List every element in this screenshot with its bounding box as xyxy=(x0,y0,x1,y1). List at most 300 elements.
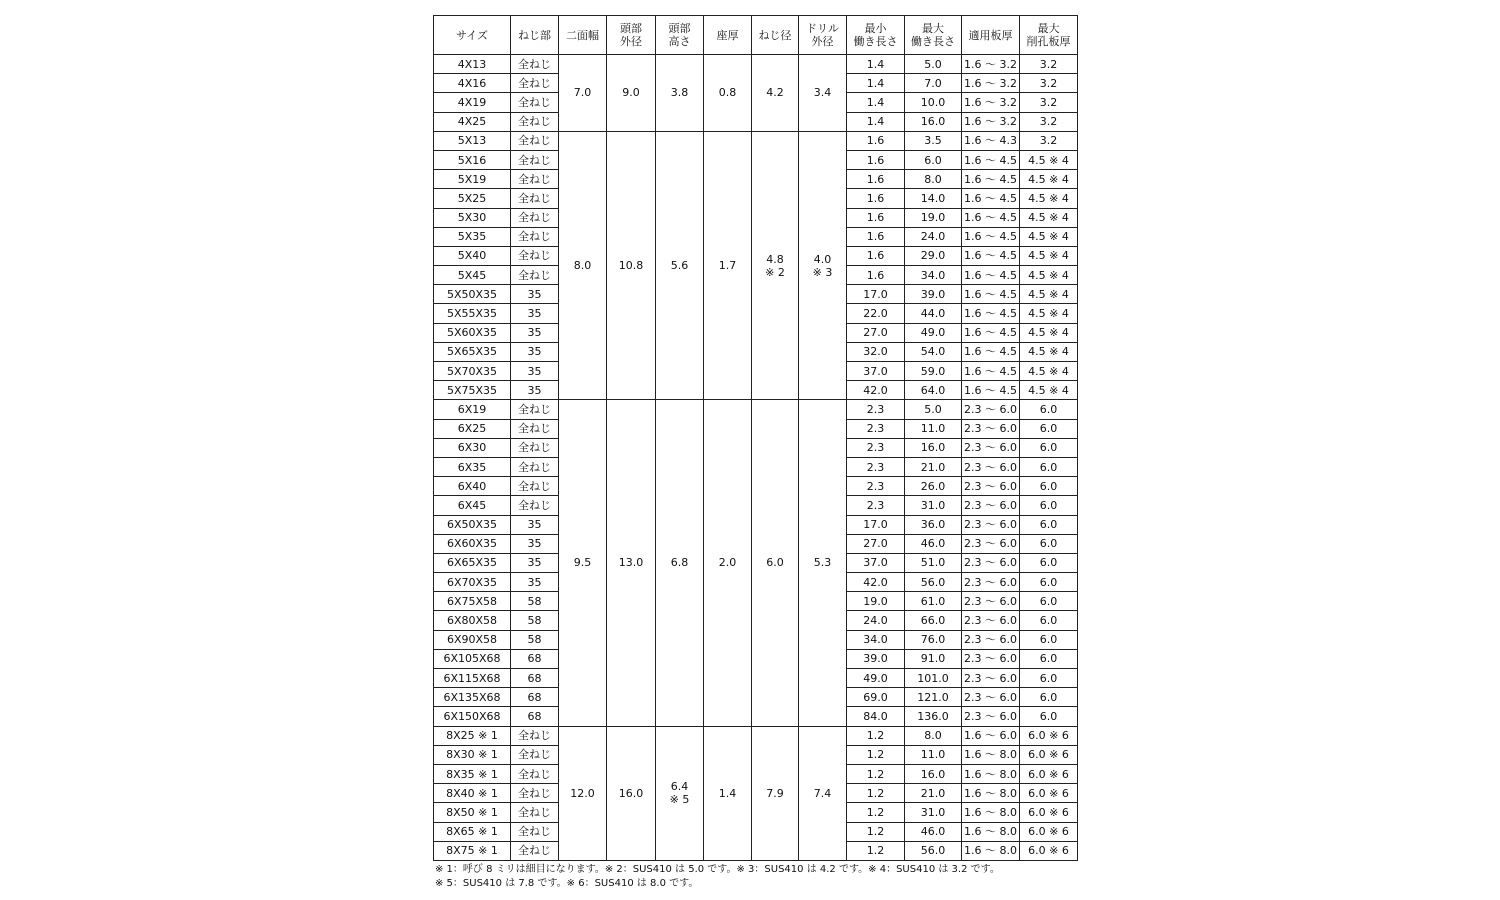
max-drill-thickness-cell: 6.0 xyxy=(1020,611,1078,630)
thread-length-cell: 全ねじ xyxy=(511,227,559,246)
max-grip-cell: 39.0 xyxy=(905,285,962,304)
plate-range-cell: 1.6 ～ 4.5 xyxy=(962,285,1020,304)
thread-length-cell: 全ねじ xyxy=(511,170,559,189)
max-drill-thickness-cell: 4.5 ※ 4 xyxy=(1020,246,1078,265)
max-grip-cell: 11.0 xyxy=(905,745,962,764)
thread-diameter: 7.9 xyxy=(752,726,799,860)
thread-length-cell: 35 xyxy=(511,323,559,342)
max-drill-thickness-cell: 4.5 ※ 4 xyxy=(1020,381,1078,400)
max-drill-thickness-cell: 4.5 ※ 4 xyxy=(1020,323,1078,342)
plate-range-cell: 1.6 ～ 8.0 xyxy=(962,784,1020,803)
plate-range-cell: 2.3 ～ 6.0 xyxy=(962,457,1020,476)
min-grip-cell: 32.0 xyxy=(847,342,905,361)
column-header xyxy=(607,16,656,55)
max-drill-thickness-cell: 6.0 xyxy=(1020,515,1078,534)
min-grip-cell: 1.6 xyxy=(847,170,905,189)
min-grip-cell: 1.2 xyxy=(847,726,905,745)
max-grip-cell: 8.0 xyxy=(905,726,962,745)
plate-range-cell: 1.6 ～ 4.5 xyxy=(962,170,1020,189)
min-grip-cell: 1.2 xyxy=(847,822,905,841)
min-grip-cell: 37.0 xyxy=(847,553,905,572)
thread-length-cell: 全ねじ xyxy=(511,496,559,515)
min-grip-cell: 1.6 xyxy=(847,266,905,285)
max-drill-thickness-cell: 3.2 xyxy=(1020,93,1078,112)
plate-range-cell: 1.6 ～ 8.0 xyxy=(962,745,1020,764)
min-grip-cell: 1.2 xyxy=(847,764,905,783)
min-grip-cell: 2.3 xyxy=(847,457,905,476)
max-drill-thickness-cell: 6.0 xyxy=(1020,534,1078,553)
thread-length-cell: 全ねじ xyxy=(511,784,559,803)
max-drill-thickness-cell: 6.0 xyxy=(1020,400,1078,419)
size-cell: 6X75X58 xyxy=(434,592,511,611)
table-row xyxy=(434,400,1078,419)
max-grip-cell: 66.0 xyxy=(905,611,962,630)
column-header xyxy=(511,16,559,55)
min-grip-cell: 49.0 xyxy=(847,669,905,688)
max-grip-cell: 24.0 xyxy=(905,227,962,246)
column-header-label: ねじ部 xyxy=(518,28,551,42)
max-drill-thickness-cell: 6.0 xyxy=(1020,553,1078,572)
plate-range-cell: 1.6 ～ 8.0 xyxy=(962,764,1020,783)
min-grip-cell: 2.3 xyxy=(847,419,905,438)
min-grip-cell: 42.0 xyxy=(847,381,905,400)
plate-range-cell: 2.3 ～ 6.0 xyxy=(962,630,1020,649)
thread-length-cell: 全ねじ xyxy=(511,841,559,860)
drill-diameter: 4.0 ※ 3 xyxy=(799,131,847,400)
washer-thickness: 1.4 xyxy=(704,726,752,860)
plate-range-cell: 2.3 ～ 6.0 xyxy=(962,496,1020,515)
size-cell: 6X19 xyxy=(434,400,511,419)
min-grip-cell: 1.6 xyxy=(847,131,905,150)
head-height: 6.4 ※ 5 xyxy=(656,726,704,860)
max-drill-thickness-cell: 6.0 ※ 6 xyxy=(1020,784,1078,803)
plate-range-cell: 2.3 ～ 6.0 xyxy=(962,573,1020,592)
plate-range-cell: 1.6 ～ 4.5 xyxy=(962,150,1020,169)
max-grip-cell: 11.0 xyxy=(905,419,962,438)
column-header xyxy=(847,16,905,55)
size-cell: 5X19 xyxy=(434,170,511,189)
head-diameter: 10.8 xyxy=(607,131,656,400)
thread-length-cell: 35 xyxy=(511,362,559,381)
plate-range-cell: 1.6 ～ 4.5 xyxy=(962,227,1020,246)
max-drill-thickness-cell: 4.5 ※ 4 xyxy=(1020,342,1078,361)
min-grip-cell: 17.0 xyxy=(847,285,905,304)
thread-length-cell: 全ねじ xyxy=(511,477,559,496)
max-drill-thickness-cell: 6.0 ※ 6 xyxy=(1020,822,1078,841)
width-across-flats: 7.0 xyxy=(559,55,607,132)
max-drill-thickness-cell: 4.5 ※ 4 xyxy=(1020,208,1078,227)
column-header-label: ねじ径 xyxy=(758,28,792,42)
size-cell: 6X135X68 xyxy=(434,688,511,707)
size-cell: 6X45 xyxy=(434,496,511,515)
column-header xyxy=(962,16,1020,55)
min-grip-cell: 2.3 xyxy=(847,496,905,515)
plate-range-cell: 1.6 ～ 4.5 xyxy=(962,246,1020,265)
size-cell: 6X30 xyxy=(434,438,511,457)
max-drill-thickness-cell: 4.5 ※ 4 xyxy=(1020,285,1078,304)
thread-length-cell: 全ねじ xyxy=(511,764,559,783)
drill-diameter: 7.4 xyxy=(799,726,847,860)
plate-range-cell: 1.6 ～ 3.2 xyxy=(962,74,1020,93)
max-grip-cell: 7.0 xyxy=(905,74,962,93)
column-header xyxy=(704,16,752,55)
max-grip-cell: 6.0 xyxy=(905,150,962,169)
max-grip-cell: 56.0 xyxy=(905,573,962,592)
footnote-line-2: ※ 5：SUS410 は 7.8 です。※ 6：SUS410 は 8.0 です。 xyxy=(435,878,699,889)
thread-length-cell: 68 xyxy=(511,688,559,707)
footnote-line-1: ※ 1：呼び 8 ミリは細目になります。※ 2：SUS410 は 5.0 です。※ 3：SUS410 は 4.2 です。※ 4：SUS410 は 3.2 です。 xyxy=(435,864,1000,875)
max-drill-thickness-cell: 4.5 ※ 4 xyxy=(1020,362,1078,381)
plate-range-cell: 2.3 ～ 6.0 xyxy=(962,707,1020,726)
plate-range-cell: 2.3 ～ 6.0 xyxy=(962,553,1020,572)
max-drill-thickness-cell: 6.0 xyxy=(1020,592,1078,611)
column-header xyxy=(905,16,962,55)
max-grip-cell: 101.0 xyxy=(905,669,962,688)
size-cell: 8X65 ※ 1 xyxy=(434,822,511,841)
min-grip-cell: 1.6 xyxy=(847,208,905,227)
table-row xyxy=(434,726,1078,745)
column-header xyxy=(559,16,607,55)
thread-length-cell: 全ねじ xyxy=(511,150,559,169)
max-grip-cell: 36.0 xyxy=(905,515,962,534)
max-drill-thickness-cell: 6.0 xyxy=(1020,630,1078,649)
min-grip-cell: 84.0 xyxy=(847,707,905,726)
column-header-label: サイズ xyxy=(455,28,489,42)
thread-length-cell: 58 xyxy=(511,592,559,611)
max-drill-thickness-cell: 6.0 xyxy=(1020,707,1078,726)
min-grip-cell: 42.0 xyxy=(847,573,905,592)
min-grip-cell: 39.0 xyxy=(847,649,905,668)
thread-length-cell: 35 xyxy=(511,573,559,592)
max-grip-cell: 3.5 xyxy=(905,131,962,150)
max-drill-thickness-cell: 6.0 xyxy=(1020,419,1078,438)
plate-range-cell: 2.3 ～ 6.0 xyxy=(962,611,1020,630)
thread-length-cell: 68 xyxy=(511,649,559,668)
thread-length-cell: 全ねじ xyxy=(511,745,559,764)
max-grip-cell: 46.0 xyxy=(905,822,962,841)
thread-length-cell: 全ねじ xyxy=(511,822,559,841)
max-grip-cell: 44.0 xyxy=(905,304,962,323)
size-cell: 6X150X68 xyxy=(434,707,511,726)
plate-range-cell: 2.3 ～ 6.0 xyxy=(962,400,1020,419)
column-header-label: 頭部 xyxy=(620,22,642,35)
thread-length-cell: 全ねじ xyxy=(511,189,559,208)
min-grip-cell: 1.2 xyxy=(847,745,905,764)
max-drill-thickness-cell: 4.5 ※ 4 xyxy=(1020,170,1078,189)
size-cell: 6X70X35 xyxy=(434,573,511,592)
min-grip-cell: 69.0 xyxy=(847,688,905,707)
max-grip-cell: 51.0 xyxy=(905,553,962,572)
min-grip-cell: 2.3 xyxy=(847,400,905,419)
max-grip-cell: 31.0 xyxy=(905,803,962,822)
thread-length-cell: 35 xyxy=(511,534,559,553)
min-grip-cell: 27.0 xyxy=(847,534,905,553)
thread-length-cell: 全ねじ xyxy=(511,400,559,419)
thread-length-cell: 35 xyxy=(511,381,559,400)
min-grip-cell: 1.4 xyxy=(847,93,905,112)
min-grip-cell: 22.0 xyxy=(847,304,905,323)
thread-length-cell: 全ねじ xyxy=(511,74,559,93)
size-cell: 6X115X68 xyxy=(434,669,511,688)
size-cell: 4X25 xyxy=(434,112,511,131)
max-grip-cell: 31.0 xyxy=(905,496,962,515)
max-drill-thickness-cell: 6.0 xyxy=(1020,669,1078,688)
max-drill-thickness-cell: 6.0 xyxy=(1020,688,1078,707)
max-drill-thickness-cell: 6.0 xyxy=(1020,649,1078,668)
footnotes xyxy=(435,863,1000,891)
thread-length-cell: 全ねじ xyxy=(511,419,559,438)
thread-length-cell: 35 xyxy=(511,553,559,572)
head-height: 6.8 xyxy=(656,400,704,726)
width-across-flats: 8.0 xyxy=(559,131,607,400)
size-cell: 8X30 ※ 1 xyxy=(434,745,511,764)
thread-diameter: 4.8 ※ 2 xyxy=(752,131,799,400)
plate-range-cell: 2.3 ～ 6.0 xyxy=(962,477,1020,496)
max-grip-cell: 5.0 xyxy=(905,55,962,74)
plate-range-cell: 1.6 ～ 4.5 xyxy=(962,342,1020,361)
thread-length-cell: 全ねじ xyxy=(511,246,559,265)
max-grip-cell: 16.0 xyxy=(905,112,962,131)
max-grip-cell: 61.0 xyxy=(905,592,962,611)
thread-length-cell: 全ねじ xyxy=(511,112,559,131)
thread-length-cell: 58 xyxy=(511,630,559,649)
min-grip-cell: 1.4 xyxy=(847,112,905,131)
max-grip-cell: 64.0 xyxy=(905,381,962,400)
size-cell: 6X50X35 xyxy=(434,515,511,534)
washer-thickness: 1.7 xyxy=(704,131,752,400)
max-drill-thickness-cell: 4.5 ※ 4 xyxy=(1020,150,1078,169)
min-grip-cell: 19.0 xyxy=(847,592,905,611)
size-cell: 8X35 ※ 1 xyxy=(434,764,511,783)
max-drill-thickness-cell: 6.0 ※ 6 xyxy=(1020,726,1078,745)
plate-range-cell: 1.6 ～ 4.5 xyxy=(962,304,1020,323)
min-grip-cell: 1.6 xyxy=(847,246,905,265)
thread-length-cell: 68 xyxy=(511,669,559,688)
size-cell: 4X16 xyxy=(434,74,511,93)
plate-range-cell: 1.6 ～ 4.5 xyxy=(962,381,1020,400)
washer-thickness: 0.8 xyxy=(704,55,752,132)
max-grip-cell: 136.0 xyxy=(905,707,962,726)
header-row xyxy=(434,16,1078,55)
plate-range-cell: 2.3 ～ 6.0 xyxy=(962,688,1020,707)
max-grip-cell: 26.0 xyxy=(905,477,962,496)
size-cell: 8X75 ※ 1 xyxy=(434,841,511,860)
size-cell: 5X13 xyxy=(434,131,511,150)
thread-length-cell: 35 xyxy=(511,285,559,304)
max-grip-cell: 5.0 xyxy=(905,400,962,419)
column-header xyxy=(799,16,847,55)
size-cell: 6X105X68 xyxy=(434,649,511,668)
plate-range-cell: 2.3 ～ 6.0 xyxy=(962,592,1020,611)
column-header-label: 働き長さ xyxy=(853,35,898,48)
head-diameter: 9.0 xyxy=(607,55,656,132)
size-cell: 8X25 ※ 1 xyxy=(434,726,511,745)
thread-length-cell: 35 xyxy=(511,304,559,323)
min-grip-cell: 27.0 xyxy=(847,323,905,342)
min-grip-cell: 1.4 xyxy=(847,55,905,74)
max-grip-cell: 59.0 xyxy=(905,362,962,381)
min-grip-cell: 1.6 xyxy=(847,150,905,169)
size-cell: 4X19 xyxy=(434,93,511,112)
min-grip-cell: 1.2 xyxy=(847,784,905,803)
max-drill-thickness-cell: 4.5 ※ 4 xyxy=(1020,227,1078,246)
thread-length-cell: 35 xyxy=(511,342,559,361)
column-header xyxy=(752,16,799,55)
size-cell: 5X50X35 xyxy=(434,285,511,304)
table-body xyxy=(434,55,1078,861)
min-grip-cell: 2.3 xyxy=(847,477,905,496)
plate-range-cell: 1.6 ～ 4.5 xyxy=(962,189,1020,208)
max-grip-cell: 19.0 xyxy=(905,208,962,227)
plate-range-cell: 2.3 ～ 6.0 xyxy=(962,419,1020,438)
head-diameter: 16.0 xyxy=(607,726,656,860)
max-drill-thickness-cell: 4.5 ※ 4 xyxy=(1020,304,1078,323)
size-cell: 5X30 xyxy=(434,208,511,227)
column-header-label: 最小 xyxy=(864,22,887,35)
max-drill-thickness-cell: 6.0 xyxy=(1020,573,1078,592)
max-drill-thickness-cell: 6.0 ※ 6 xyxy=(1020,745,1078,764)
max-grip-cell: 8.0 xyxy=(905,170,962,189)
plate-range-cell: 1.6 ～ 4.5 xyxy=(962,362,1020,381)
max-drill-thickness-cell: 6.0 ※ 6 xyxy=(1020,841,1078,860)
max-drill-thickness-cell: 6.0 xyxy=(1020,496,1078,515)
plate-range-cell: 2.3 ～ 6.0 xyxy=(962,534,1020,553)
head-diameter: 13.0 xyxy=(607,400,656,726)
column-header-label: 削孔板厚 xyxy=(1026,35,1071,48)
thread-length-cell: 35 xyxy=(511,515,559,534)
min-grip-cell: 1.2 xyxy=(847,841,905,860)
max-drill-thickness-cell: 6.0 xyxy=(1020,477,1078,496)
plate-range-cell: 1.6 ～ 3.2 xyxy=(962,112,1020,131)
thread-length-cell: 全ねじ xyxy=(511,438,559,457)
min-grip-cell: 1.2 xyxy=(847,803,905,822)
max-grip-cell: 121.0 xyxy=(905,688,962,707)
thread-length-cell: 全ねじ xyxy=(511,803,559,822)
max-grip-cell: 46.0 xyxy=(905,534,962,553)
plate-range-cell: 2.3 ～ 6.0 xyxy=(962,515,1020,534)
column-header-label: 外径 xyxy=(620,35,642,48)
width-across-flats: 12.0 xyxy=(559,726,607,860)
plate-range-cell: 2.3 ～ 6.0 xyxy=(962,649,1020,668)
thread-length-cell: 全ねじ xyxy=(511,726,559,745)
plate-range-cell: 1.6 ～ 4.5 xyxy=(962,208,1020,227)
max-drill-thickness-cell: 3.2 xyxy=(1020,74,1078,93)
max-grip-cell: 34.0 xyxy=(905,266,962,285)
head-height: 3.8 xyxy=(656,55,704,132)
column-header-label: 座厚 xyxy=(716,28,739,42)
max-drill-thickness-cell: 4.5 ※ 4 xyxy=(1020,266,1078,285)
min-grip-cell: 1.6 xyxy=(847,189,905,208)
size-cell: 8X50 ※ 1 xyxy=(434,803,511,822)
drill-diameter: 3.4 xyxy=(799,55,847,132)
size-cell: 5X75X35 xyxy=(434,381,511,400)
thread-length-cell: 全ねじ xyxy=(511,208,559,227)
size-cell: 5X16 xyxy=(434,150,511,169)
plate-range-cell: 1.6 ～ 3.2 xyxy=(962,93,1020,112)
max-grip-cell: 10.0 xyxy=(905,93,962,112)
thread-diameter: 4.2 xyxy=(752,55,799,132)
plate-range-cell: 1.6 ～ 8.0 xyxy=(962,841,1020,860)
min-grip-cell: 37.0 xyxy=(847,362,905,381)
size-cell: 6X65X35 xyxy=(434,553,511,572)
size-cell: 5X40 xyxy=(434,246,511,265)
head-height: 5.6 xyxy=(656,131,704,400)
column-header-label: 最大 xyxy=(1037,22,1060,35)
min-grip-cell: 34.0 xyxy=(847,630,905,649)
plate-range-cell: 1.6 ～ 4.5 xyxy=(962,323,1020,342)
thread-length-cell: 全ねじ xyxy=(511,93,559,112)
size-cell: 4X13 xyxy=(434,55,511,74)
max-grip-cell: 16.0 xyxy=(905,438,962,457)
thread-length-cell: 全ねじ xyxy=(511,457,559,476)
max-grip-cell: 21.0 xyxy=(905,784,962,803)
width-across-flats: 9.5 xyxy=(559,400,607,726)
size-cell: 5X60X35 xyxy=(434,323,511,342)
max-drill-thickness-cell: 6.0 xyxy=(1020,457,1078,476)
min-grip-cell: 2.3 xyxy=(847,438,905,457)
size-cell: 8X40 ※ 1 xyxy=(434,784,511,803)
thread-length-cell: 全ねじ xyxy=(511,131,559,150)
max-drill-thickness-cell: 6.0 ※ 6 xyxy=(1020,764,1078,783)
max-grip-cell: 56.0 xyxy=(905,841,962,860)
min-grip-cell: 1.6 xyxy=(847,227,905,246)
thread-length-cell: 全ねじ xyxy=(511,266,559,285)
max-grip-cell: 16.0 xyxy=(905,764,962,783)
max-drill-thickness-cell: 3.2 xyxy=(1020,131,1078,150)
max-grip-cell: 49.0 xyxy=(905,323,962,342)
size-cell: 6X80X58 xyxy=(434,611,511,630)
drill-diameter: 5.3 xyxy=(799,400,847,726)
plate-range-cell: 2.3 ～ 6.0 xyxy=(962,438,1020,457)
max-grip-cell: 76.0 xyxy=(905,630,962,649)
plate-range-cell: 2.3 ～ 6.0 xyxy=(962,669,1020,688)
max-drill-thickness-cell: 4.5 ※ 4 xyxy=(1020,189,1078,208)
thread-length-cell: 全ねじ xyxy=(511,55,559,74)
max-drill-thickness-cell: 3.2 xyxy=(1020,55,1078,74)
table-row xyxy=(434,131,1078,150)
table-row xyxy=(434,55,1078,74)
max-grip-cell: 14.0 xyxy=(905,189,962,208)
max-drill-thickness-cell: 6.0 ※ 6 xyxy=(1020,803,1078,822)
max-drill-thickness-cell: 3.2 xyxy=(1020,112,1078,131)
column-header-label: 頭部 xyxy=(668,22,691,35)
washer-thickness: 2.0 xyxy=(704,400,752,726)
column-header-label: 適用板厚 xyxy=(968,28,1013,42)
spec-table xyxy=(433,15,1078,861)
plate-range-cell: 1.6 ～ 4.5 xyxy=(962,266,1020,285)
max-grip-cell: 29.0 xyxy=(905,246,962,265)
thread-length-cell: 68 xyxy=(511,707,559,726)
size-cell: 6X90X58 xyxy=(434,630,511,649)
column-header xyxy=(656,16,704,55)
plate-range-cell: 1.6 ～ 4.3 xyxy=(962,131,1020,150)
plate-range-cell: 1.6 ～ 3.2 xyxy=(962,55,1020,74)
column-header xyxy=(1020,16,1078,55)
max-grip-cell: 54.0 xyxy=(905,342,962,361)
size-cell: 5X70X35 xyxy=(434,362,511,381)
size-cell: 5X65X35 xyxy=(434,342,511,361)
column-header xyxy=(434,16,511,55)
column-header-label: 最大 xyxy=(922,22,944,35)
size-cell: 6X35 xyxy=(434,457,511,476)
size-cell: 6X40 xyxy=(434,477,511,496)
column-header-label: 二面幅 xyxy=(566,28,599,42)
thread-diameter: 6.0 xyxy=(752,400,799,726)
size-cell: 6X25 xyxy=(434,419,511,438)
size-cell: 6X60X35 xyxy=(434,534,511,553)
size-cell: 5X35 xyxy=(434,227,511,246)
max-grip-cell: 91.0 xyxy=(905,649,962,668)
